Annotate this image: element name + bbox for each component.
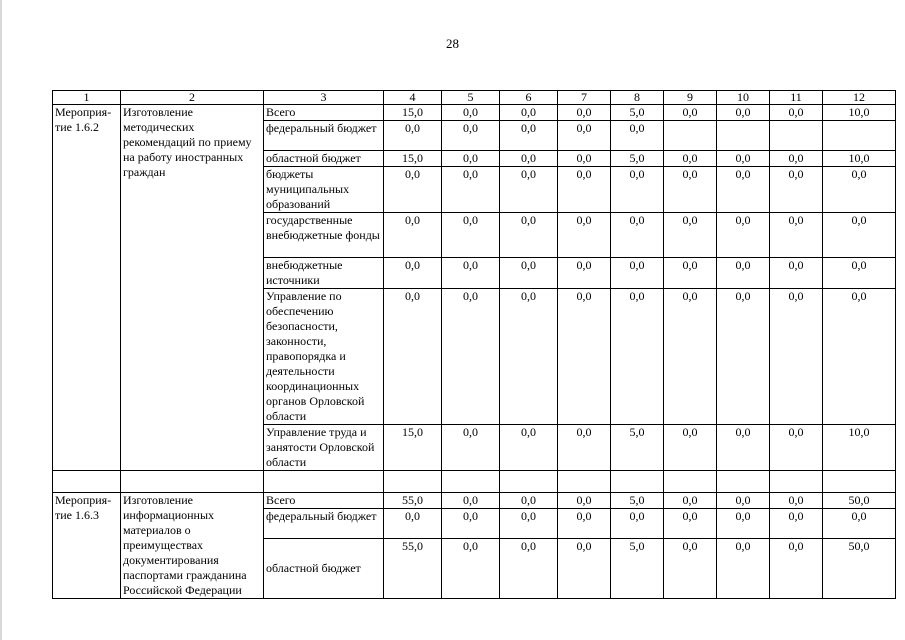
value-cell: 0,0 bbox=[770, 289, 823, 425]
header-row bbox=[53, 91, 896, 105]
value-cell: 0,0 bbox=[500, 151, 558, 167]
measure-1-6-3-block bbox=[53, 493, 896, 599]
funding-source: Управление по обеспечению безопасности, законности, правопорядка и деятельности координационных органов Орловской области bbox=[264, 289, 384, 425]
value-cell: 0,0 bbox=[611, 167, 664, 213]
empty-cell bbox=[823, 471, 896, 493]
page-edge bbox=[0, 0, 2, 640]
value-cell: 0,0 bbox=[770, 425, 823, 471]
value-cell: 0,0 bbox=[384, 509, 442, 539]
funding-source: бюджеты муниципальных образований bbox=[264, 167, 384, 213]
empty-cell bbox=[717, 471, 770, 493]
value-cell: 0,0 bbox=[664, 539, 717, 599]
empty-cell bbox=[500, 471, 558, 493]
value-cell: 5,0 bbox=[611, 105, 664, 121]
value-cell: 0,0 bbox=[442, 289, 500, 425]
value-cell: 0,0 bbox=[558, 258, 611, 289]
value-cell: 0,0 bbox=[500, 258, 558, 289]
header-cell: 10 bbox=[717, 91, 770, 105]
header-cell: 5 bbox=[442, 91, 500, 105]
value-cell: 0,0 bbox=[770, 509, 823, 539]
value-cell: 55,0 bbox=[384, 493, 442, 509]
table-row bbox=[53, 493, 896, 509]
header-cell: 9 bbox=[664, 91, 717, 105]
value-cell: 0,0 bbox=[664, 289, 717, 425]
value-cell: 15,0 bbox=[384, 151, 442, 167]
measure-name: Изготовление методических рекомендаций по приему на работу иностранных граждан bbox=[121, 105, 264, 471]
value-cell: 0,0 bbox=[770, 258, 823, 289]
value-cell: 0,0 bbox=[664, 105, 717, 121]
value-cell: 0,0 bbox=[442, 121, 500, 151]
measure-id: Мероприя-тие 1.6.2 bbox=[53, 105, 121, 471]
measure-id: Мероприя-тие 1.6.3 bbox=[53, 493, 121, 599]
value-cell: 0,0 bbox=[717, 258, 770, 289]
value-cell: 55,0 bbox=[384, 539, 442, 599]
value-cell: 0,0 bbox=[823, 509, 896, 539]
value-cell: 0,0 bbox=[717, 213, 770, 258]
value-cell: 0,0 bbox=[558, 493, 611, 509]
funding-source: областной бюджет bbox=[264, 151, 384, 167]
value-cell: 0,0 bbox=[770, 213, 823, 258]
page-number: 28 bbox=[446, 36, 459, 51]
value-cell: 0,0 bbox=[717, 539, 770, 599]
value-cell: 0,0 bbox=[770, 539, 823, 599]
value-cell: 5,0 bbox=[611, 539, 664, 599]
value-cell: 0,0 bbox=[500, 539, 558, 599]
value-cell: 0,0 bbox=[611, 509, 664, 539]
value-cell: 0,0 bbox=[664, 151, 717, 167]
funding-source: Управление труда и занятости Орловской области bbox=[264, 425, 384, 471]
value-cell bbox=[664, 121, 717, 151]
empty-cell bbox=[664, 471, 717, 493]
header-cell: 6 bbox=[500, 91, 558, 105]
value-cell: 0,0 bbox=[500, 509, 558, 539]
value-cell: 0,0 bbox=[500, 213, 558, 258]
empty-cell bbox=[121, 471, 264, 493]
value-cell: 0,0 bbox=[500, 493, 558, 509]
value-cell: 0,0 bbox=[384, 289, 442, 425]
value-cell: 0,0 bbox=[558, 425, 611, 471]
value-cell: 50,0 bbox=[823, 539, 896, 599]
value-cell: 0,0 bbox=[664, 213, 717, 258]
value-cell: 0,0 bbox=[384, 258, 442, 289]
value-cell: 0,0 bbox=[611, 213, 664, 258]
value-cell: 0,0 bbox=[558, 289, 611, 425]
value-cell: 0,0 bbox=[770, 493, 823, 509]
header-cell: 8 bbox=[611, 91, 664, 105]
empty-cell bbox=[442, 471, 500, 493]
value-cell: 5,0 bbox=[611, 425, 664, 471]
value-cell: 0,0 bbox=[442, 151, 500, 167]
value-cell: 0,0 bbox=[717, 425, 770, 471]
value-cell: 0,0 bbox=[717, 509, 770, 539]
table-row bbox=[53, 105, 896, 121]
value-cell: 0,0 bbox=[442, 539, 500, 599]
funding-source: внебюджетные источники bbox=[264, 258, 384, 289]
value-cell: 0,0 bbox=[442, 258, 500, 289]
funding-source: федеральный бюджет bbox=[264, 509, 384, 539]
value-cell: 0,0 bbox=[664, 509, 717, 539]
value-cell bbox=[717, 121, 770, 151]
value-cell: 0,0 bbox=[442, 509, 500, 539]
header-cell: 1 bbox=[53, 91, 121, 105]
measure-1-6-2-block bbox=[53, 105, 896, 493]
empty-cell bbox=[384, 471, 442, 493]
value-cell: 0,0 bbox=[770, 105, 823, 121]
value-cell: 0,0 bbox=[442, 105, 500, 121]
value-cell: 0,0 bbox=[384, 167, 442, 213]
value-cell: 0,0 bbox=[558, 509, 611, 539]
value-cell: 0,0 bbox=[384, 121, 442, 151]
empty-cell bbox=[53, 471, 121, 493]
header-cell: 4 bbox=[384, 91, 442, 105]
measure-name: Изготовление информационных материалов о преимуществах документирования паспортами гражданина Российской Федерации bbox=[121, 493, 264, 599]
value-cell: 0,0 bbox=[611, 258, 664, 289]
value-cell: 0,0 bbox=[442, 167, 500, 213]
value-cell: 0,0 bbox=[442, 213, 500, 258]
value-cell: 0,0 bbox=[611, 121, 664, 151]
value-cell: 50,0 bbox=[823, 493, 896, 509]
value-cell: 0,0 bbox=[717, 105, 770, 121]
value-cell: 0,0 bbox=[500, 425, 558, 471]
value-cell: 0,0 bbox=[500, 121, 558, 151]
header-cell: 3 bbox=[264, 91, 384, 105]
value-cell bbox=[823, 121, 896, 151]
funding-source: государственные внебюджетные фонды bbox=[264, 213, 384, 258]
value-cell: 0,0 bbox=[770, 167, 823, 213]
budget-table bbox=[52, 90, 896, 599]
spacer-row bbox=[53, 471, 896, 493]
value-cell: 0,0 bbox=[558, 105, 611, 121]
value-cell: 0,0 bbox=[664, 167, 717, 213]
header-cell: 11 bbox=[770, 91, 823, 105]
value-cell: 0,0 bbox=[664, 258, 717, 289]
value-cell: 0,0 bbox=[823, 258, 896, 289]
value-cell: 0,0 bbox=[717, 167, 770, 213]
empty-cell bbox=[264, 471, 384, 493]
value-cell: 0,0 bbox=[717, 151, 770, 167]
value-cell: 0,0 bbox=[558, 151, 611, 167]
value-cell: 0,0 bbox=[500, 105, 558, 121]
empty-cell bbox=[611, 471, 664, 493]
value-cell: 0,0 bbox=[442, 425, 500, 471]
value-cell: 5,0 bbox=[611, 151, 664, 167]
funding-source: областной бюджет bbox=[264, 539, 384, 599]
value-cell: 0,0 bbox=[500, 289, 558, 425]
value-cell: 10,0 bbox=[823, 425, 896, 471]
value-cell: 0,0 bbox=[823, 167, 896, 213]
value-cell: 0,0 bbox=[500, 167, 558, 213]
funding-source: федеральный бюджет bbox=[264, 121, 384, 151]
value-cell: 0,0 bbox=[558, 539, 611, 599]
value-cell: 10,0 bbox=[823, 151, 896, 167]
value-cell bbox=[770, 121, 823, 151]
header-cell: 2 bbox=[121, 91, 264, 105]
funding-source: Всего bbox=[264, 493, 384, 509]
value-cell: 0,0 bbox=[384, 213, 442, 258]
value-cell: 0,0 bbox=[442, 493, 500, 509]
value-cell: 0,0 bbox=[664, 493, 717, 509]
value-cell: 10,0 bbox=[823, 105, 896, 121]
value-cell: 0,0 bbox=[770, 151, 823, 167]
value-cell: 5,0 bbox=[611, 493, 664, 509]
empty-cell bbox=[558, 471, 611, 493]
funding-source: Всего bbox=[264, 105, 384, 121]
value-cell: 0,0 bbox=[558, 121, 611, 151]
value-cell: 0,0 bbox=[717, 493, 770, 509]
value-cell: 0,0 bbox=[558, 167, 611, 213]
header-cell: 7 bbox=[558, 91, 611, 105]
value-cell: 15,0 bbox=[384, 105, 442, 121]
value-cell: 0,0 bbox=[823, 213, 896, 258]
empty-cell bbox=[770, 471, 823, 493]
header-cell: 12 bbox=[823, 91, 896, 105]
value-cell: 0,0 bbox=[717, 289, 770, 425]
value-cell: 0,0 bbox=[558, 213, 611, 258]
value-cell: 0,0 bbox=[611, 289, 664, 425]
value-cell: 15,0 bbox=[384, 425, 442, 471]
value-cell: 0,0 bbox=[823, 289, 896, 425]
value-cell: 0,0 bbox=[664, 425, 717, 471]
